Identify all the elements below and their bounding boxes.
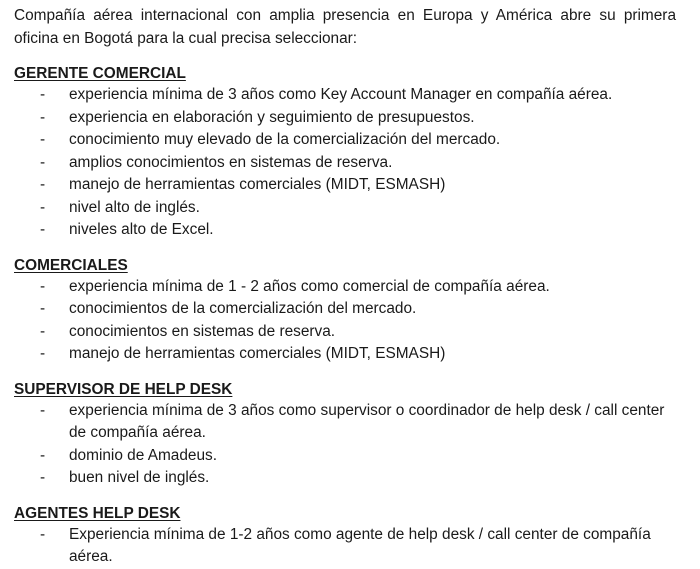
section-title: AGENTES HELP DESK	[14, 504, 181, 522]
requirements-list	[14, 524, 686, 569]
list-item	[14, 219, 676, 242]
requirements-list	[14, 400, 686, 490]
bullet-dash: -	[40, 277, 46, 295]
requirements-list	[14, 276, 686, 366]
bullet-dash: -	[40, 525, 46, 543]
list-item-text: amplios conocimientos en sistemas de reserva.	[69, 153, 393, 171]
list-item	[14, 84, 676, 107]
bullet-dash: -	[40, 131, 46, 148]
list-item-text: conocimientos de la comercialización del mercado.	[69, 300, 417, 317]
section-comerciales	[14, 255, 686, 366]
bullet-dash: -	[40, 108, 46, 126]
list-item-text: Experiencia mínima de 1-2 años como agente de help desk / call center de compañía aérea.	[69, 525, 651, 565]
list-item	[14, 524, 676, 569]
list-item	[14, 276, 676, 299]
section-gerente-comercial	[14, 63, 686, 242]
list-item-text: experiencia mínima de 3 años como Key Account Manager en compañía aérea.	[69, 86, 613, 103]
list-item	[14, 107, 676, 130]
list-item-text: nivel alto de inglés.	[69, 198, 200, 216]
list-item	[14, 445, 676, 468]
bullet-dash: -	[40, 322, 46, 340]
bullet-dash: -	[40, 345, 46, 362]
list-item	[14, 467, 676, 490]
requirements-list	[14, 84, 686, 242]
bullet-dash: -	[40, 469, 46, 486]
list-item-text: manejo de herramientas comerciales (MIDT, ESMASH)	[69, 345, 446, 362]
list-item-text: buen nivel de inglés.	[69, 469, 210, 486]
list-item-text: experiencia en elaboración y seguimiento de presupuestos.	[69, 108, 475, 126]
bullet-dash: -	[40, 86, 46, 103]
bullet-dash: -	[40, 221, 46, 238]
bullet-dash: -	[40, 401, 46, 419]
section-supervisor-help-desk	[14, 379, 686, 490]
section-title: SUPERVISOR DE HELP DESK	[14, 380, 233, 398]
list-item	[14, 343, 676, 366]
list-item	[14, 197, 676, 220]
list-item-text: niveles alto de Excel.	[69, 221, 214, 238]
list-item	[14, 129, 676, 152]
section-title: COMERCIALES	[14, 256, 128, 274]
section-title: GERENTE COMERCIAL	[14, 65, 186, 82]
list-item	[14, 174, 676, 197]
bullet-dash: -	[40, 198, 46, 216]
section-agentes-help-desk	[14, 503, 686, 569]
list-item	[14, 400, 676, 445]
list-item-text: experiencia mínima de 1 - 2 años como comercial de compañía aérea.	[69, 277, 550, 295]
list-item-text: conocimiento muy elevado de la comercialización del mercado.	[69, 131, 501, 148]
list-item	[14, 298, 676, 321]
list-item	[14, 152, 676, 175]
list-item	[14, 321, 676, 344]
list-item-text: experiencia mínima de 3 años como supervisor o coordinador de help desk / call center de compañía aérea.	[69, 401, 665, 441]
bullet-dash: -	[40, 176, 46, 193]
bullet-dash: -	[40, 446, 46, 464]
bullet-dash: -	[40, 300, 46, 317]
list-item-text: conocimientos en sistemas de reserva.	[69, 322, 336, 340]
list-item-text: manejo de herramientas comerciales (MIDT, ESMASH)	[69, 176, 446, 193]
bullet-dash: -	[40, 153, 46, 171]
list-item-text: dominio de Amadeus.	[69, 446, 218, 464]
intro-paragraph: Compañía aérea internacional con amplia presencia en Europa y América abre su primera oficina en Bogotá para la cual precisa seleccionar:	[14, 7, 676, 47]
